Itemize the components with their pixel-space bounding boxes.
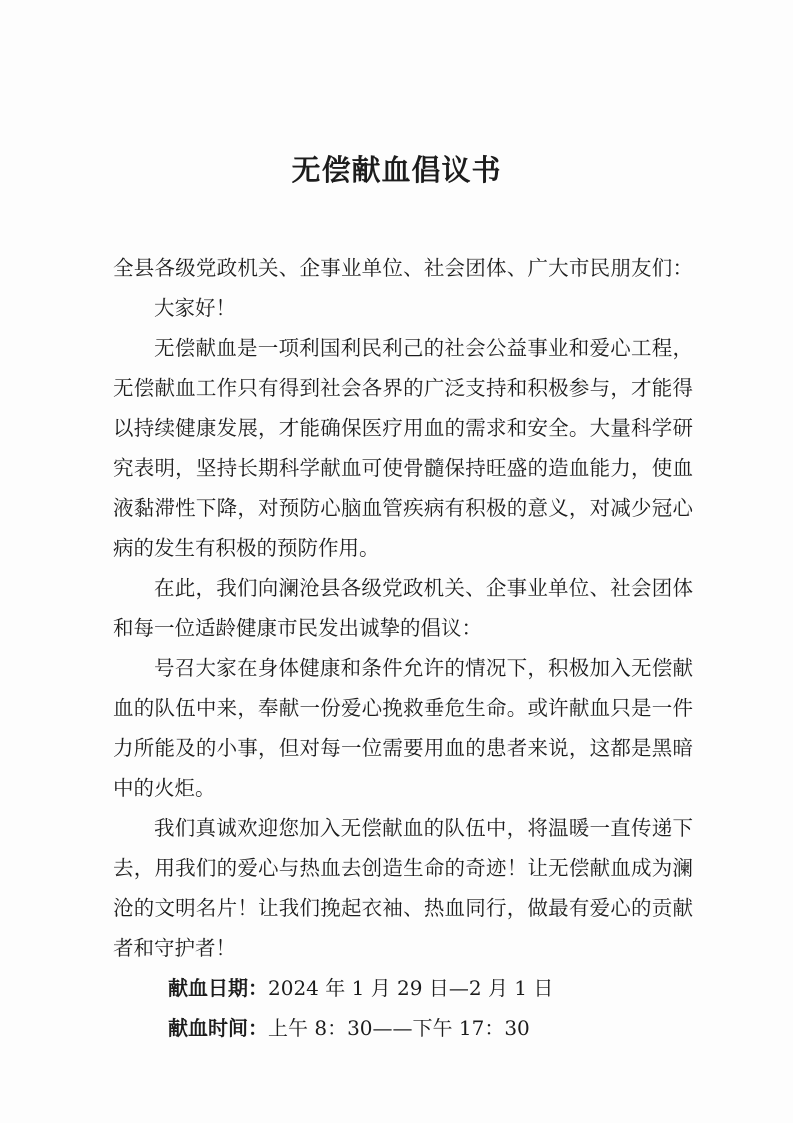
paragraph-1 [113,328,693,568]
greeting: 大家好！ [154,296,236,320]
paragraph-4-line: 沧的文明名片！让我们挽起衣袖、热血同行，做最有爱心的贡献 [113,896,693,920]
paragraph-3-line: 号召大家在身体健康和条件允许的情况下，积极加入无偿献 [154,656,693,680]
paragraph-4-line: 去，用我们的爱心与热血去创造生命的奇迹！让无偿献血成为澜 [113,856,693,880]
paragraph-4-line: 我们真诚欢迎您加入无偿献血的队伍中，将温暖一直传递下 [154,816,693,840]
paragraph-1-line: 液黏滞性下降，对预防心脑血管疾病有积极的意义，对减少冠心 [113,496,693,520]
paragraph-3 [113,648,693,808]
donation-date-value: 2024 年 1 月 29 日—2 月 1 日 [268,976,554,1000]
document-title: 无偿献血倡议书 [291,153,502,187]
paragraph-2-line: 和每一位适龄健康市民发出诚挚的倡议： [113,616,482,640]
paragraph-3-line: 中的火炬。 [113,776,216,800]
paragraph-2-line: 在此，我们向澜沧县各级党政机关、企事业单位、社会团体 [154,576,693,600]
donation-time-label: 献血时间： [168,1016,268,1040]
paragraph-3-line: 血的队伍中来，奉献一份爱心挽救垂危生命。或许献血只是一件 [113,696,693,720]
paragraph-4 [113,808,693,968]
paragraph-1-line: 以持续健康发展，才能确保医疗用血的需求和安全。大量科学研 [113,416,693,440]
donation-time-value: 上午 8：30——下午 17：30 [268,1016,530,1040]
paragraph-1-line: 究表明，坚持长期科学献血可使骨髓保持旺盛的造血能力，使血 [113,456,693,480]
paragraph-1-line: 病的发生有积极的预防作用。 [113,536,380,560]
salutation: 全县各级党政机关、企事业单位、社会团体、广大市民朋友们： [113,256,693,280]
paragraph-2 [113,568,693,648]
donation-date-line [113,968,693,1008]
donation-time-line [113,1008,693,1048]
paragraph-1-line: 无偿献血是一项利国利民利己的社会公益事业和爱心工程， [154,336,693,360]
donation-date-label: 献血日期： [168,976,268,1000]
paragraph-3-line: 力所能及的小事，但对每一位需要用血的患者来说，这都是黑暗 [113,736,693,760]
document-body [113,248,693,1048]
paragraph-1-line: 无偿献血工作只有得到社会各界的广泛支持和积极参与，才能得 [113,376,693,400]
paragraph-4-line: 者和守护者！ [113,936,236,960]
